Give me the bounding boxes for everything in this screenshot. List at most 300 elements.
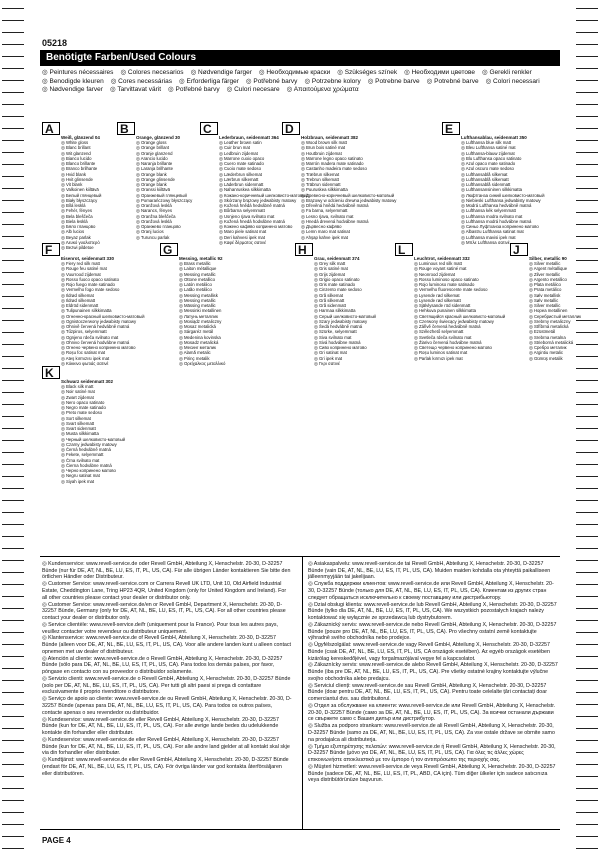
colour-name-list <box>136 140 192 240</box>
colour-name: ◎ Ορείχαλκος μεταλλικό <box>179 360 226 366</box>
colour-name: ◎ Bleu Lufthansa satiné mat <box>461 145 516 151</box>
colour-name: ◎ Szary jedwabisty matowy <box>314 318 368 324</box>
colour-name: ◎ Oranssi kiiltävä <box>136 187 171 193</box>
service-paragraph: ◎ Service clientèle: www.revell-service.de/fr (uniquement pour la France). Pour tous les autres pays, veuillez contacter votre revendeur ou distributeur uniquement. <box>42 621 279 635</box>
colour-name: ◎ Pirinç metalik <box>179 355 210 361</box>
page-title: Benötigte Farben/Used Colours <box>40 50 560 66</box>
colour-name: ◎ Oranje glanzend <box>136 150 173 156</box>
language-label: ◎ Potrebne barve <box>367 77 420 85</box>
colour-name: ◎ Zwart zijdemat <box>61 394 94 400</box>
service-paragraph: ◎ Serviço de apoio ao cliente: www.revell-service.de ou Revell GmbH, Abteilung X, Henschelstr. 20-30, D-32257 Bünde (apenas para DE, AT, NL, BE, LU, ES, IT, PL, US, CA). Para todos os outros países, contacte apenas o seu revendedor ou distribuidor. <box>42 696 292 716</box>
colour-name: ◎ Sivá hodvábne matná <box>314 339 361 345</box>
colour-name: ◎ Puuruskea silkkimatta <box>301 187 348 193</box>
colour-name: ◎ Oranj lucios <box>136 229 164 235</box>
language-headings <box>42 69 562 95</box>
service-paragraph: ◎ Τμήμα εξυπηρέτησης πελατών: www.revell-service.de ή Revell GmbH, Abteilung X, Henschelstr. 20-30, D-32257 Bünde (μόνο για DE, AT, NL, BE, LU, ES, IT, PL, US, CA). Για όλες τις άλλες χώρες επικοινωνήστε αποκλειστικά με τον έμπορο ή τον αντιπρόσωπο της περιοχής σας. <box>308 743 556 764</box>
service-paragraph: ◎ Zákaznícky servis: www.revell-service.de alebo Revell GmbH, Abteilung X, Henschelstr. 20-30, D-32257 Bünde (iba pre DE, AT, NL, BE, LU, ES, IT, PL, US, CA). Pre všetky ostatné krajiny kontaktujte výlučne svojho obchodníka alebo predajcu. <box>308 662 558 682</box>
colour-name: ◎ Огненно-красный шелковисто-матовый <box>61 313 145 319</box>
colour-name-list <box>219 140 308 245</box>
colour-name: ◎ Сиво копринено матово <box>314 345 367 350</box>
colour-name: ◎ Ildrød silkematt <box>61 297 96 303</box>
colour-name: ◎ Grå sidenmatt <box>314 303 346 308</box>
colour-name: ◎ Noir satiné mat <box>61 389 95 395</box>
colour-name: ◎ Кожано-коричневый шелковисто-матовый <box>219 192 308 198</box>
colour-name: ◎ Siva svilnato mat <box>314 334 352 340</box>
service-paragraph: ◎ Služba za podporo strankam: www.revell-service.de ali Revell GmbH, Abteilung X, Henschelstr. 20-30, D-32257 Bünde (samo za DE, AT, NL, BE, LU, ES, IT, PL, US, CA). Za vse ostale države se obrnite samo na prodajalca ali distributerja. <box>308 723 555 743</box>
language-label: ◎ Potrzebne kolory <box>304 77 361 85</box>
colour-name: ◎ Латунь металлик <box>179 313 218 319</box>
language-label: ◎ Potrebné barve <box>426 77 479 85</box>
colour-name: ◎ Trebrun silkematt <box>301 176 339 182</box>
colour-name: ◎ Stříbrná metalická <box>529 324 569 329</box>
colour-name: ◎ Lysende rød silkemat <box>414 292 460 298</box>
colour-name: ◎ Ahşap kahve ipek mat <box>301 234 348 240</box>
colour-name: ◎ Black silk matt <box>61 384 94 389</box>
colour-name: ◎ Houtbruin zijdemat <box>301 150 342 156</box>
colour-name: ◎ Bezwi pildetoe <box>61 245 94 250</box>
colour-name: ◎ Vuurrood zijdemat <box>61 271 101 277</box>
colour-name: ◎ Hvid blank <box>61 171 87 177</box>
colour-name: ◎ Albastru Lufthansa satinat mat <box>461 229 524 235</box>
colour-name: ◎ Læderbrun silkemat <box>219 171 262 177</box>
kit-code: 05218 <box>42 38 68 48</box>
service-paragraph: ◎ Служба поддержки клиентов: www.revell-service.de или Revell GmbH, Abteilung X, Henschelstr. 20-30, D-32257 Bünde (только для DE, AT, NL, BE, LU, ES, IT, PL, US, CA). Клиентам из других стран следует обращаться исключительно к своему поставщику или дистрибьютору. <box>308 581 554 601</box>
colour-name: ◎ Grijs zijdemat <box>314 271 345 277</box>
service-paragraph: ◎ Servizio clienti: www.revell-service.de o Revell GmbH, Abteilung X, Henschelstr. 20-30, D-32257 Bünde (solo per DE, AT, NL, BE, LU, ES, IT, PL, US, CA). Per tutti gli altri paesi si prega di contattare esclusivamente il proprio rivenditore o distributore. <box>42 676 291 696</box>
language-label: ◎ Cores necessárias <box>110 77 172 85</box>
colour-name: ◎ Lufthansablå silkematt <box>461 176 509 182</box>
colour-name: ◎ Dřevěná hnědá hedvábně matná <box>301 203 369 208</box>
colour-name: ◎ Brun bois satiné mat <box>301 145 346 151</box>
language-label: ◎ Tarvittavat värit <box>109 86 162 94</box>
service-paragraph: ◎ Customer Service: www.revell-service.de/en or Revell GmbH, Department X, Henschelstr. 20-30, D-32257 Bünde, Germany (only for DE, AT, NL, BE, LU, ES, IT, PL, US, CA). For all other countries please contact your dealer or distributor only. <box>42 601 286 621</box>
colour-name: ◎ Огнено червено копринено матово <box>61 345 136 350</box>
colour-name: ◎ Бяло гланцово <box>61 224 96 229</box>
colour-name: ◎ Серый шелковисто-матовый <box>314 313 376 319</box>
colour-name: ◎ Ezüstmetál <box>529 329 556 335</box>
colour-name: ◎ Fiery red silk matt <box>61 261 100 266</box>
colour-name: ◎ Orange blank <box>136 182 167 187</box>
colour-name: ◎ Bianco lucido <box>61 155 92 161</box>
language-label: ◎ Potřebné barvy <box>168 86 220 94</box>
colour-name: ◎ Fa barna, selyemmatt <box>301 208 348 214</box>
colour-name: ◎ Alb lucios <box>61 229 85 235</box>
language-label: ◎ Potřebné barvy <box>245 77 298 85</box>
colour-name-list <box>314 261 376 366</box>
colour-name: ◎ Niebieski Lufthansa jedwabisty matowy <box>461 197 541 203</box>
colour-name: ◎ Ohnivě červená hedvábně matná <box>61 324 130 329</box>
colour-name: ◎ Svart silkematt <box>61 420 95 426</box>
colour-name: ◎ Brass metallic <box>179 261 211 266</box>
colour-name: ◎ Marrone cuoio opaco <box>219 155 265 161</box>
colour-name: ◎ Čierna hodvábne matná <box>61 462 112 468</box>
service-paragraph: ◎ Отдел за обслужване на клиенти: www.revell-service.de или Revell GmbH, Abteilung X, Henschelstr. 20-30, D-32257 Bünde (само за DE, AT, NL, BE, LU, ES, IT, PL, US, CA). За всички останали държави се свържете само с Вашия дилър или дистрибутор. <box>308 703 556 723</box>
colour-name: ◎ Preto mate sedoso <box>61 410 103 416</box>
colour-name: ◎ Grigio opaco satinato <box>314 276 360 282</box>
colour-name: ◎ Oranžna bleščeča <box>136 213 176 219</box>
colour-name: ◎ Träbrun sidenmatt <box>301 182 341 187</box>
colour-name: ◎ Γκρι σατινέ <box>314 360 340 366</box>
colour-name: ◎ Brązowy w odcieniu drewna jedwabisty matowy <box>301 197 397 203</box>
service-column-left <box>42 561 292 778</box>
colour-name: ◎ Kožená hnědá hedvábně matná <box>219 203 285 208</box>
colour-name: ◎ Cuoio mate sedoso <box>219 166 261 172</box>
colour-name: ◎ Светещо червено копринено матово <box>414 345 492 350</box>
colour-name: ◎ Grå silkemat <box>314 292 344 298</box>
colour-name: ◎ Roșu foc satinat mat <box>61 350 106 356</box>
colour-name: ◎ Ateş kırmızısı ipek mat <box>61 355 110 361</box>
colour-letter: B <box>117 122 135 135</box>
colour-title: Grau, seidenmatt 374 <box>314 256 360 261</box>
colour-name: ◎ Messing metallic <box>179 297 216 303</box>
colour-name: ◎ Cinzento mate sedoso <box>314 287 362 293</box>
colour-name: ◎ Medenina kovinska <box>179 334 221 340</box>
colour-name: ◎ Wood brown silk matt <box>301 140 347 145</box>
colour-name: ◎ Luminous red silk matt <box>414 261 462 266</box>
colour-name: ◎ Vit blank <box>61 182 83 187</box>
service-paragraph: ◎ Kundenservice: www.revell-service.de oder Revell GmbH, Abteilung X, Henschelstr. 20-30, D-32257 Bünde (nur für DE, AT, NL, BE, LU, ES, IT, PL, US, CA). Für alle übrigen Länder kontaktieren Sie bitte den örtlichen Händler oder Distributeur. <box>42 561 291 581</box>
colour-name: ◎ Lufthansa-blauw zijdemat <box>461 150 515 156</box>
colour-name-list <box>61 261 144 366</box>
colour-name: ◎ Rouge voyant satiné mat <box>414 266 467 272</box>
colour-name: ◎ Marrone legno opaco satinato <box>301 155 363 161</box>
colour-name: ◎ Дървесно кафяво <box>301 224 342 229</box>
colour-title: Orange, glänzend 30 <box>136 135 181 140</box>
colour-name: ◎ Latón metálico <box>179 282 212 287</box>
colour-name: ◎ Nero opaco satinato <box>61 399 105 405</box>
colour-name: ◎ Vermelho fogo mate sedoso <box>61 287 120 293</box>
language-label: ◎ Szükséges színek <box>337 69 398 76</box>
service-column-right <box>308 561 558 784</box>
colour-name: ◎ Gümüş metalik <box>529 355 563 361</box>
colour-name: ◎ Valkoinen kiiltävä <box>61 187 99 193</box>
colour-name: ◎ Vermelho fluorescente mate sedoso <box>414 287 488 293</box>
colour-name: ◎ Biela lesklá <box>61 218 88 224</box>
colour-name: ◎ Usnjeno rjava svilnato mat <box>219 213 275 219</box>
colour-name: ◎ Mässing metallic <box>179 303 216 308</box>
colour-name: ◎ Ognjeno rdeča svilnato mat <box>61 334 119 340</box>
colour-name: ◎ Rojo fuego mate satinado <box>61 282 115 287</box>
colour-name: ◎ Lufthansa blue silk matt <box>461 140 512 145</box>
colour-name: ◎ Gris satiné mat <box>314 266 348 272</box>
colour-letter: G <box>160 243 178 256</box>
language-label: ◎ Erforderliga färger <box>179 77 239 85</box>
colour-name: ◎ Messinki metallinen <box>179 308 222 314</box>
colour-name: ◎ Siyah ipek mat <box>61 478 95 484</box>
colour-name: ◎ Szélezhető selyemmatt <box>414 329 464 335</box>
colour-name: ◎ Oranžová lesklá <box>136 218 172 224</box>
colour-name: ◎ Sárgaréz metál <box>179 329 214 335</box>
colour-name: ◎ Maro piele satinat mat <box>219 229 267 235</box>
colour-name: ◎ Μπλε Lufthansa σατινέ <box>461 239 510 245</box>
language-label: ◎ Nødvendige farger <box>190 69 252 76</box>
colour-name: ◎ Grey silk matt <box>314 261 346 266</box>
colour-name: ◎ Rosso fuoco opaco satinato <box>61 276 119 282</box>
colour-name: ◎ Naranja brillante <box>136 161 173 166</box>
colour-name: ◎ Blanc brillant <box>61 145 91 151</box>
colour-title: Holzbraun, seidenmatt 382 <box>301 135 359 140</box>
service-paragraph: ◎ Müşteri hizmetleri: www.revell-service.de veya Revell GmbH, Abteilung X, Henschelstr. 20-30, D-32257 Bünde (sadece DE, AT, NL, BE, LU, ES, IT, PL, ABD, CA için). Tüm diğer ülkeler için sadece satıcınıza veya distribütörünüze başvurun. <box>308 763 556 784</box>
colour-name: ◎ Azul opaco mate satinado <box>461 161 516 166</box>
colour-name: ◎ Sort silkemat <box>61 415 91 421</box>
colour-name: ◎ Narancs, fényes <box>136 208 172 214</box>
colour-name: ◎ Skórzany brązowy jedwabisty matowy <box>219 197 297 203</box>
colour-name: ◎ Oranžová lesklá <box>136 203 172 208</box>
colour-title: Weiß, glänzend 04 <box>61 135 100 140</box>
colour-name: ◎ Træbrun silkemat <box>301 171 340 177</box>
colour-name: ◎ Gri ipek mat <box>314 355 343 361</box>
colour-name: ◎ Pomarańczowy błyszczący <box>136 197 193 203</box>
colour-name: ◎ Kožená hnedá hodvábne matná <box>219 218 285 224</box>
colour-name: ◎ Люфтганза синий шелковисто-матовый <box>461 192 545 198</box>
colour-name: ◎ Orange blank <box>136 171 167 177</box>
colour-name: ◎ Castanho madeira mate sedoso <box>301 166 367 172</box>
colour-name: ◎ Harmaa silkkimatta <box>314 308 356 314</box>
colour-name: ◎ Ledbruin zijdemat <box>219 150 258 156</box>
colour-name: ◎ Fehér, fényes <box>61 208 92 214</box>
colour-name: ◎ Hehkuva punainen silkkimatta <box>414 308 477 314</box>
colour-name: ◎ Parlak kırmızı ipek mat <box>414 355 463 361</box>
colour-name: ◎ Roșu luminos satinat mat <box>414 350 468 356</box>
colour-name: ◎ Lufthansablå sidenmatt <box>461 182 511 187</box>
page-number: PAGE 4 <box>42 836 71 845</box>
colour-name-list <box>529 261 581 361</box>
colour-name: ◎ Negro mate satinado <box>61 405 106 410</box>
colour-name: ◎ Laiton métallique <box>179 266 217 272</box>
colour-name: ◎ Hnedá drevená hodvábne matná <box>301 218 369 224</box>
colour-name-list <box>461 140 545 245</box>
language-label: ◎ Culori necesare <box>226 86 280 94</box>
language-label: ◎ Colores necesarios <box>120 69 184 76</box>
colour-name: ◎ Orange brillant <box>136 145 170 151</box>
colour-name: ◎ Lufthansa modra svilnato mat <box>461 213 523 219</box>
colour-name: ◎ Zářivě červená hedvábně matná <box>414 324 481 329</box>
colour-name: ◎ Argintiu metalic <box>529 350 564 356</box>
colour-name: ◎ Srebrna metalna <box>529 334 566 340</box>
colour-name-list <box>61 384 125 484</box>
colour-name: ◎ Lufthansa kék selyemmatt <box>461 208 516 214</box>
colour-name: ◎ Beyaz parlak <box>61 234 91 240</box>
colour-name: ◎ Кожено кафяво копринено матово <box>219 224 293 229</box>
service-paragraph: ◎ Dział obsługi klienta: www.revell-service.de lub Revell GmbH, Abteilung X, Henschelstr. 20-30, D-32257 Bünde (tylko dla DE, AT, NL, BE, LU, ES, IT, PL, US, CA). We wszystkich pozostałych krajach należy kontaktować się wyłącznie ze sprzedawcą lub dystrybutorem. <box>308 601 557 621</box>
service-paragraph: ◎ Kundeservice: www.revell-service.de eller Revell GmbH, Abteilung X, Henschelstr. 20-30, D-32257 Bünde (kun for DE, AT, NL, BE, LU, ES, IT, PL, US, CA). For alle andre land gjelder at all kontakt skal skje via din forhandler eller distributør. <box>42 736 290 757</box>
colour-name: ◎ Rosso luminoso opaco satinato <box>414 276 479 282</box>
colour-letter: C <box>200 122 218 135</box>
colour-title: Messing, metallic 92 <box>179 256 223 261</box>
colour-title: Lederbraun, seidenmatt 364 <box>219 135 279 140</box>
colour-name: ◎ Древесно-коричневый шелковисто-матовый <box>301 192 395 198</box>
colour-name: ◎ Rouge feu satiné mat <box>61 266 107 272</box>
colour-name: ◎ Czarny jedwabisty matowy <box>61 441 117 447</box>
colour-name: ◎ Negru satinat mat <box>61 473 100 479</box>
colour-name: ◎ Ottone metallico <box>179 276 215 282</box>
colour-name: ◎ Črna svilnato mat <box>61 457 100 463</box>
colour-name: ◎ Argent métallique <box>529 266 568 272</box>
colour-name: ◎ Laranja brilhante <box>136 166 173 172</box>
colour-name: ◎ Fekete, selyemmatt <box>61 452 104 458</box>
colour-letter: D <box>282 122 300 135</box>
colour-name: ◎ Argento metallico <box>529 276 567 282</box>
colour-name: ◎ Lufthansa mavisi ipek mat <box>461 234 516 240</box>
colour-title: Lufthansablau, seidenmatt 350 <box>461 135 527 140</box>
service-paragraph: ◎ Serviciul clienți: www.revell-service.de sau Revell GmbH, Abteilung X, Henschelstr. 20-30, D-32257 Bünde (doar pentru DE, AT, NL, BE, LU, ES, IT, PL, US, CA). Pentru toate celelalte țări contactați doar comerciantul dvs. sau distribuitorul. <box>308 682 547 703</box>
colour-letter: J <box>510 243 528 256</box>
colour-name: ◎ Orange glinsende <box>136 176 175 182</box>
colour-name: ◎ Leather brown satin <box>219 140 262 145</box>
colour-name: ◎ White gloss <box>61 140 89 145</box>
language-label: ◎ Необходими цветове <box>404 69 475 76</box>
colour-letter: K <box>42 366 60 379</box>
colour-letter: L <box>395 243 413 256</box>
language-label: ◎ Απαιτούμενα χρώματα <box>286 86 359 94</box>
colour-name: ◎ Prata metálico <box>529 287 562 293</box>
colour-name: ◎ Bílá lesklá <box>61 203 86 208</box>
colour-name: ◎ Ognistoczerwony jedwabisty matowy <box>61 318 137 324</box>
colour-name: ◎ Серебристый металлик <box>529 313 582 319</box>
service-divider <box>302 557 303 829</box>
colour-name: ◎ Ildrød silkemat <box>61 292 94 298</box>
colour-name: ◎ Szürke, selyemmatt <box>314 329 357 335</box>
colour-name: ◎ Синьо Луфтханза копринено матово <box>461 224 539 229</box>
colour-name: ◎ Светящийся красный шелковисто-матовый <box>414 313 506 319</box>
colour-letter: H <box>295 243 313 256</box>
colour-letter: E <box>442 122 460 135</box>
colour-name: ◎ Silver metallic <box>529 261 561 266</box>
colour-name: ◎ Lærbrun silkematt <box>219 176 259 182</box>
language-label: ◎ Gerekli renkler <box>482 69 532 76</box>
colour-name: ◎ Hvit glinsende <box>61 176 93 182</box>
service-paragraph: ◎ Atención al cliente: www.revell-service.de o Revell GmbH, Abteilung X, Henschelstr. 20-30, D-32257 Bünde (sólo para DE, AT, NL, BE, LU, ES, IT, PL, US, CA). Para todos los demás países, por favor, póngase en contacto con su proveedor o distribuidor solamente. <box>42 655 283 676</box>
colour-name: ◎ Черный шелковисто-матовый <box>61 436 126 442</box>
colour-name: ◎ Mosiądz metaliczny <box>179 318 222 324</box>
colour-name: ◎ Tulipunainen silkkimatta <box>61 308 112 314</box>
colour-name: ◎ Svetleča rdeča svilnato mat <box>414 334 472 340</box>
colour-name: ◎ Självlysande röd sidenmatt <box>414 303 471 308</box>
colour-name: ◎ Месинг металик <box>179 345 216 350</box>
colour-title: Silber, metallic 90 <box>529 256 567 261</box>
colour-name: ◎ Sølv metallic <box>529 297 559 303</box>
service-paragraph: ◎ Zákaznický servis: www.revell-service.de nebo Revell GmbH, Abteilung X, Henschelstr. 20-30, D-32257 Bünde (pouze pro DE, AT, NL, BE, LU, ES, IT, PL, US, CA). Pro všechny ostatní země kontaktujte výhradně svého obchodníka nebo prodejce. <box>308 621 557 642</box>
left-margin-lines <box>2 0 24 850</box>
colour-name: ◎ Alamă metalic <box>179 350 211 356</box>
service-paragraph: ◎ Kundtjänst: www.revell-service.de eller Revell GmbH, Abteilung X, Henschelstr. 20-30, D-32257 Bünde (endast för DE, AT, NL, BE, LU, ES, IT, PL, US, CA). För övriga länder var god kontakta återförsäljaren eller distributören. <box>42 757 289 777</box>
colour-name-list <box>414 261 505 361</box>
colour-name: ◎ Ohnivo červená hodvábne matná <box>61 339 130 345</box>
service-paragraph: ◎ Klantenservice: www.revell-service.de of Revell GmbH, Abteilung X, Henschelstr. 20-30, D-32257 Bünde (alleen voor DE, AT, NL, BE, LU, ES, IT, PL, US, CA). Voor alle andere landen kunt u alleen contact opnemen met uw dealer of distributeur. <box>42 635 291 655</box>
colour-name: ◎ Wit glanzend <box>61 150 91 156</box>
colour-name: ◎ Mosadz metalická <box>179 339 219 345</box>
colour-name: ◎ Белый глянцевый <box>61 192 102 198</box>
colour-name: ◎ Lemn maro mat satinat <box>301 229 350 235</box>
colour-name: ◎ Blu Lufthansa opaco satinato <box>461 155 522 161</box>
colour-name: ◎ Deri kahvesi ipek mat <box>219 234 266 240</box>
colour-name: ◎ Plata metálico <box>529 282 561 287</box>
colour-name-list <box>301 140 396 240</box>
colour-name: ◎ Lufthansablå silkemat <box>461 171 508 177</box>
colour-name: ◎ Arancio lucido <box>136 155 168 161</box>
colour-name: ◎ Turuncu parlak <box>136 234 170 240</box>
colour-name: ◎ Azul oscuro mate sedoso <box>461 166 514 172</box>
colour-name: ◎ Nahanruskea silkkimatta <box>219 187 271 193</box>
colour-letter: F <box>42 243 60 256</box>
colour-name: ◎ Srebrny metaliczny <box>529 318 571 324</box>
colour-title: Schwarz seidenmatt 302 <box>61 379 114 384</box>
colour-name: ◎ Rojo luminoso mate satinado <box>414 282 475 287</box>
colour-name: ◎ Оранжево гланцово <box>136 224 181 229</box>
colour-name-list <box>61 140 101 250</box>
colour-name: ◎ Černá hedvábně matná <box>61 447 111 452</box>
colour-name: ◎ Orange gloss <box>136 140 167 145</box>
colour-name: ◎ Mosaz metalická <box>179 324 216 329</box>
language-label: ◎ Необходимые краски <box>258 69 331 76</box>
colour-name: ◎ Cuero mate satinado <box>219 161 264 166</box>
service-paragraph: ◎ Ügyfélszolgálat: www.revell-service.de vagy Revell GmbH, Abteilung X, Henschelstr. 20-30, D-32257 Bünde (csak DE, AT, NL, BE, LU, ES, IT, PL, US, CA országok esetében). Az egyéb országok esetében kizárólag kereskedőjével, vagy forgalmazójával vegye fel a kapcsolatot. <box>308 642 550 662</box>
colour-name: ◎ Messing metallisk <box>179 292 218 298</box>
colour-name: ◎ Gri satinat mat <box>314 350 347 356</box>
colour-name-list <box>179 261 225 366</box>
colour-name: ◎ Καφέ δέρματος σατινέ <box>219 239 266 245</box>
colour-name: ◎ Κόκκινο φωτιάς σατινέ <box>61 360 109 366</box>
colour-name: ◎ Gris mate satinado <box>314 282 356 287</box>
colour-name: ◎ Žiarivo červená hodvábne matná <box>414 339 482 345</box>
language-label: ◎ Peintures nécessaires <box>42 69 114 76</box>
colour-name: ◎ Musta silkkimatta <box>61 431 99 437</box>
service-paragraph: ◎ Asiakaspalvelu: www.revell-service.de tai Revell GmbH, Abteilung X, Henschelstr. 20-30, D-32257 Bünde (vain DE, AT, NL, BE, LU, ES, IT, PL, US, CA). Muiden maiden kohdalla ota yhteyttä paikalliseen jälleenmyyjään tai jakelijaan. <box>308 561 551 581</box>
colour-letter: A <box>42 122 60 135</box>
colour-name: ◎ Lesno rjava, svilnato mat <box>301 213 354 219</box>
service-paragraph: ◎ Kundeservice: www.revell-service.de eller Revell GmbH, Abteilung X, Henschelstr. 20-30, D-32257 Bünde (kun for DE, AT, NL, BE, LU, ES, IT, PL, US, CA). For alle øvrige lande bedes du udelukkende kontakte din forhandler eller distributør. <box>42 716 279 737</box>
colour-name: ◎ Läderbrun sidenmatt <box>219 182 264 187</box>
colour-name: ◎ Черно копринено матово <box>61 468 116 473</box>
colour-name: ◎ Branco brilhante <box>61 166 98 172</box>
colour-name: ◎ Strieborná metalická <box>529 339 574 345</box>
colour-name: ◎ Czerwony świecący jedwabisty matowy <box>414 318 494 324</box>
colour-name: ◎ Tűzpiros, selyemmatt <box>61 329 107 335</box>
colour-name: ◎ Λευκό γυαλιστερό <box>61 239 100 245</box>
colour-name: ◎ Lufthansa modrá hodvábne matná <box>461 218 532 224</box>
colour-name: ◎ Zilver metallic <box>529 271 561 277</box>
colour-name: ◎ Grå silkematt <box>314 297 345 303</box>
colour-name: ◎ Lysende rød silkematt <box>414 297 461 303</box>
language-label: ◎ Nødvendige farver <box>42 86 103 94</box>
colour-name: ◎ Blanco brillante <box>61 161 96 166</box>
colour-name: ◎ Latão metálico <box>179 287 212 293</box>
language-label: ◎ Colori necessari <box>485 77 540 85</box>
colour-name: ◎ Оранжевый глянцевый <box>136 192 187 198</box>
colour-name: ◎ Eldröd sidenmatt <box>61 303 99 308</box>
colour-name: ◎ Hopea metallinen <box>529 308 568 314</box>
language-label: ◎ Benodigde kleuren <box>42 77 104 85</box>
customer-service-section <box>40 556 560 830</box>
colour-name: ◎ Svart sidenmatt <box>61 426 96 431</box>
right-margin-lines <box>576 0 598 850</box>
colour-name: ◎ Neonrood zijdemat <box>414 271 456 277</box>
colour-name: ◎ Bela bleščeča <box>61 213 93 219</box>
colour-name: ◎ Cuir brun mat <box>219 145 250 151</box>
colour-name: ◎ Modrá Lufthansa hedvábně matná <box>461 203 532 208</box>
colour-name: ◎ Šedá hedvábně matná <box>314 324 363 329</box>
colour-name: ◎ Silver metallic <box>529 303 561 308</box>
colour-title: Leuchtrot, seidenmatt 332 <box>414 256 470 261</box>
colour-title: Eisenrot, seidenmatt 330 <box>61 256 115 261</box>
colour-name: ◎ Bőrbarna selyemmatt <box>219 208 265 214</box>
colour-name: ◎ Messing metallic <box>179 271 216 277</box>
colour-name: ◎ Biały błyszczący <box>61 197 98 203</box>
colour-name: ◎ Lufthansansininen silkkimatta <box>461 187 523 193</box>
colour-name: ◎ Сребро металик <box>529 345 567 350</box>
colour-name: ◎ Sølv metallisk <box>529 292 561 298</box>
colour-name: ◎ Marrón madera mate satinado <box>301 161 364 166</box>
